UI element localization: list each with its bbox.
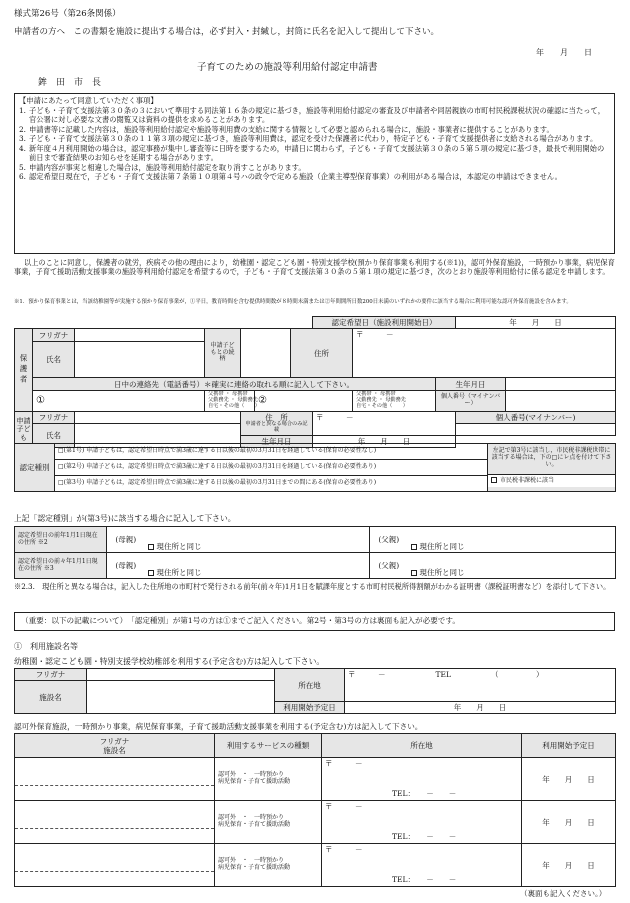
kindergarten-table <box>14 668 616 714</box>
start-date-cell[interactable]: 年 月 日 <box>522 844 616 887</box>
kg-start-field[interactable]: 年 月 日 <box>345 702 616 714</box>
guardian-birth-label: 生年月日 <box>436 378 506 391</box>
table-row <box>15 801 616 844</box>
mother-address-1[interactable]: 現住所と同じ <box>145 527 370 553</box>
form-number: 様式第26号（第26条関係） <box>14 9 121 19</box>
instruction-text: 申請者の方へ この書類を施設に提出する場合は，必ず封入・封緘し，封筒に氏名を記入して提出して下さい。 <box>14 27 440 37</box>
table-row <box>15 844 616 887</box>
child-mynumber-field[interactable] <box>456 423 616 435</box>
footer-note: （裏面も記入ください。） <box>520 889 607 898</box>
guardian-name-field[interactable] <box>75 342 205 378</box>
consent-item: 3. 子ども・子育て支援法第３０条の１１第３項の規定に基づき，施設等利用費は，認定を受けた保護者に代わり，特定子ども・子育て支援提供者に支給される場合があります。 <box>19 134 598 144</box>
child-address-label: 住 所 申請者と異なる場合のみ記載 <box>241 411 313 435</box>
contact-label: 日中の連絡先（電話番号）＊確実に連絡の取れる順に記入して下さい。 <box>33 378 436 391</box>
same-check-icon[interactable] <box>148 544 154 550</box>
category-option-1[interactable]: □(第1号) 申請子どもは，認定希望日時点で満3歳に達する日以後の最初の3月31日を経過している(保育の必要性なし) <box>55 444 488 460</box>
guardian-mynumber-field[interactable] <box>506 391 616 412</box>
facility-intro-2: 認可外保育施設，一時預かり事業，病児保育事業，子育て援助活動支援事業を利用する(予定含む)方は記入して下さい。 <box>14 722 423 731</box>
guardian-furigana-label: フリガナ <box>33 329 75 342</box>
addressee: 鉾 田 市 長 <box>38 78 102 88</box>
consent-item: 5. 申請内容が事実と相違した場合は，施設等利用給付認定を取り消すことがあります。 <box>19 162 306 172</box>
facility-intro-1: 幼稚園・認定こども園・特別支援学校幼稚部を利用する(予定含む)方は記入して下さい。 <box>14 657 325 666</box>
kg-furigana-field[interactable] <box>87 669 275 681</box>
declaration-text: 以上のことに同意し，保護者の就労，疾病その他の理由により，幼稚園・認定こども園・特別支援学校(預かり保育事業も利用する(※1))，認可外保育施設，一時預かり事業，病児保育事業，子育て援助活動支援事業の施設等利用給付認定を希望するので，子ども・子育て支援法第３０条の５第１項の規定に基づき，次のとおり施設等利用給付に係る認定を申請します。 <box>14 258 615 277</box>
child-birth-field[interactable]: 年 月 日 <box>313 435 456 447</box>
facility-heading: ① 利用施設名等 <box>14 642 78 651</box>
same-check-icon[interactable] <box>411 570 417 576</box>
father-address-2[interactable]: 現住所と同じ <box>408 553 616 579</box>
consent-box <box>14 93 615 254</box>
father-label: (父親) <box>370 527 408 553</box>
kg-location-field[interactable]: 〒 － TEL （ ） <box>345 669 616 702</box>
child-mynumber-label: 個人番号(マイナンバー) <box>456 411 616 423</box>
col-service-type: 利用するサービスの種類 <box>215 734 322 758</box>
other-facility-table <box>14 733 616 887</box>
applicant-table <box>14 316 616 448</box>
guardian-mynumber-label: 個人番号（マイナンバー） <box>436 391 506 412</box>
category-table <box>14 443 616 492</box>
kg-furigana-label: フリガナ <box>15 669 87 681</box>
relation-label: 申請子どもとの続柄 <box>205 329 241 378</box>
category-label: 認定種別 <box>15 444 55 492</box>
residence-note: ※2.3. 現住所と異なる場合は，記入した住所地の市町村で発行される前年(前々年)1月1日を賦課年度とする市町村民税所得割額がわかる証明書（課税証明書など）を添付して下さい。 <box>14 582 611 591</box>
desired-date-label: 認定希望日（施設利用開始日） <box>313 317 456 329</box>
facility-name-cell[interactable] <box>15 758 215 801</box>
child-furigana-field[interactable] <box>75 411 241 423</box>
start-date-cell[interactable]: 年 月 日 <box>522 758 616 801</box>
residence-row2-label: 認定希望日の前々年1月1日現在の住所 ※3 <box>15 553 107 579</box>
contact-1-type[interactable]: 父携帯 ・ 母携帯 父勤務先 ・ 母勤務先 自宅・その他（ ） <box>205 391 255 412</box>
kg-start-label: 利用開始予定日 <box>275 702 345 714</box>
location-cell[interactable]: 〒 － TEL： － － <box>322 801 522 844</box>
facility-name-cell[interactable] <box>15 844 215 887</box>
location-cell[interactable]: 〒 － TEL： － － <box>322 758 522 801</box>
category-option-3[interactable]: □(第3号) 申請子どもは，認定希望日時点で満3歳に達する日以後の最初の3月31日までの間にある(保育の必要性あり) <box>55 476 488 492</box>
col-start-date: 利用開始予定日 <box>522 734 616 758</box>
page-title: 子育てのための施設等利用給付認定申請書 <box>197 62 378 73</box>
residence-table <box>14 526 616 579</box>
col-location: 所在地 <box>322 734 522 758</box>
child-furigana-label: フリガナ <box>33 411 75 423</box>
residence-row1-label: 認定希望日の前年1月1日現在の住所 ※2 <box>15 527 107 553</box>
guardian-name-label: 氏名 <box>33 342 75 378</box>
mother-address-2[interactable]: 現住所と同じ <box>145 553 370 579</box>
facility-name-cell[interactable] <box>15 801 215 844</box>
father-label: (父親) <box>370 553 408 579</box>
child-name-label: 氏名 <box>33 423 75 447</box>
category-option-2[interactable]: □(第2号) 申請子どもは，認定希望日時点で満3歳に達する日以後の最初の3月31日を経過している(保育の必要性あり) <box>55 460 488 476</box>
service-type-cell[interactable]: 認可外 ・ 一時預かり 病児保育・子育て援助活動 <box>215 844 322 887</box>
category-note: 左記で第3号に該当し，市民税非課税世帯に該当する場合は，下の□にレ点を付けて下さい。 市民税非課税に該当 <box>488 444 616 492</box>
consent-item: 6. 認定希望日現在で，子ども・子育て支援法第７条第１０項第４号ハの政令で定める施設（企業主導型保育事業）の利用がある場合は，本認定の申請はできません。 <box>19 172 562 182</box>
same-check-icon[interactable] <box>411 544 417 550</box>
consent-item: 2. 申請書等に記載した内容は，施設等利用給付認定や施設等利用費の支給に関する情報として必要と認められる場合に，施設・事業者に提供することがあります。 <box>19 124 554 134</box>
child-birth-label: 生年月日 <box>241 435 313 447</box>
child-label: 申請子ども <box>15 411 33 447</box>
location-cell[interactable]: 〒 － TEL： － － <box>322 844 522 887</box>
col-facility-name: フリガナ 施設名 <box>15 734 215 758</box>
child-address-field[interactable]: 〒 － <box>313 411 456 435</box>
mother-label: (母親) <box>107 527 145 553</box>
guardian-address-label: 住所 <box>291 329 353 378</box>
relation-field[interactable] <box>241 329 291 378</box>
service-type-cell[interactable]: 認可外 ・ 一時預かり 病児保育・子育て援助活動 <box>215 758 322 801</box>
desired-date-field[interactable]: 年 月 日 <box>456 317 616 329</box>
consent-item: 4. 新年度４月利用開始の場合は，認定事務が集中し審査等に日時を要するため，申請日に関わらず，子ども・子育て支援法第３０条の５第５項の規定に基づき，最長で利用開始の前日まで審査結果のお知らせを延期する場合があります。 <box>19 144 605 163</box>
father-address-1[interactable]: 現住所と同じ <box>408 527 616 553</box>
kg-name-label: 施設名 <box>15 681 87 714</box>
start-date-cell[interactable]: 年 月 日 <box>522 801 616 844</box>
application-date[interactable]: 年 月 日 <box>536 48 592 57</box>
guardian-furigana-field[interactable] <box>75 329 205 342</box>
nontax-check-icon[interactable] <box>491 477 497 483</box>
table-row <box>15 758 616 801</box>
guardian-birth-field[interactable] <box>506 378 616 391</box>
important-box: （重要：以下の記載について） 「認定種別」が第1号の方は①までご記入ください。第2号・第3号の方は裏面も記入が必要です。 <box>14 612 615 631</box>
guardian-label: 保護者 <box>15 329 33 412</box>
same-check-icon[interactable] <box>148 570 154 576</box>
consent-list <box>19 106 610 181</box>
kg-name-field[interactable] <box>87 681 275 714</box>
contact-1-field[interactable]: ① <box>33 391 205 412</box>
residence-intro: 上記「認定種別」が(第3号)に該当する場合に記入して下さい。 <box>14 514 236 523</box>
kg-location-label: 所在地 <box>275 669 345 702</box>
contact-2-type[interactable]: 父携帯 ・ 母携帯 父勤務先 ・ 母勤務先 自宅・その他（ ） <box>353 391 436 412</box>
service-type-cell[interactable]: 認可外 ・ 一時預かり 病児保育・子育て援助活動 <box>215 801 322 844</box>
consent-heading: 【申請にあたって同意していただく事項】 <box>19 96 158 105</box>
consent-item: 1. 子ども・子育て支援法第３０条の３において準用する同法第１６条の規定に基づき，施設等利用給付認定の審査及び申請者や同居親族の市町村民税課税状況の確認に当たって，官公署に対し必要な文書の閲覧又は資料の提供を求めることがあります。 <box>19 106 606 125</box>
nontax-checkbox[interactable]: 市民税非課税に該当 <box>488 474 615 487</box>
mother-label: (母親) <box>107 553 145 579</box>
footnote-1: ※1．預かり保育事業とは，当該幼稚園等が実施する預かり保育事業が，①平日，教育時間を含む提供時間数が８時間未満または②年間開所日数200日未満のいずれかの要件に該当する場合に利用可能な認可外保育施設を含みます。 <box>14 299 572 305</box>
contact-2-field[interactable]: ② <box>255 391 353 412</box>
guardian-address-field[interactable]: 〒 － <box>353 329 616 378</box>
